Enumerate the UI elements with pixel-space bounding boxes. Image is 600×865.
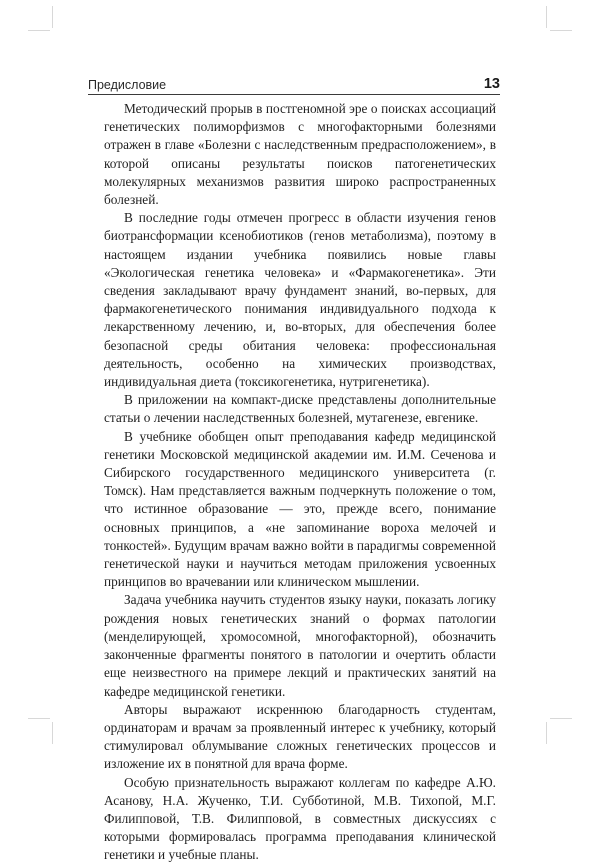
paragraph: Задача учебника научить студентов языку науки, показать логику рождения новых генетических знаний о формах патологии (менделирующей, хромосомной, многофакторной), обозначить законченные фрагменты понятого в патологии и очертить области еще неизвестного на примере лекций и практических занятий на кафедре медицинской генетики. bbox=[104, 592, 496, 699]
paragraph: Методический прорыв в постгеномной эре о поисках ассоциаций генетических полиморфизмов с многофакторными болезнями отражен в главе «Болезни с наследственным предрасположением», в которой описаны результаты поисков патогенетических молекулярных механизмов развития широко распространенных болезней. bbox=[104, 101, 496, 208]
paragraph: Авторы выражают искреннюю благодарность студентам, ординаторам и врачам за проявленный интерес к учебнику, который стимулировал облумывание сложных генетических процессов и изложение их в понятной для врача форме. bbox=[104, 701, 496, 772]
paragraph: В приложении на компакт-диске представлены дополнительные статьи о лечении наследственных болезней, мутагенезе, евгенике. bbox=[104, 392, 496, 426]
page-number: 13 bbox=[483, 76, 500, 92]
crop-mark bbox=[52, 6, 53, 28]
crop-mark bbox=[546, 6, 547, 28]
paragraph: В учебнике обобщен опыт преподавания кафедр медицинской генетики Московской медицинской академии им. И.М. Сеченова и Сибирского государственного медицинского университета (г. Томск). Нам представляется важным подчеркнуть положение о том, что истинное образование — это, прежде всего, понимание основных принципов, а «не запоминание вороха мелочей и тонкостей». Будущим врачам важно войти в парадигмы современной генетической науки и научиться методам приложения усвоенных принципов во врачевании или клиническом мышлении. bbox=[104, 428, 496, 590]
crop-mark bbox=[550, 718, 572, 719]
crop-mark bbox=[52, 722, 53, 744]
paragraph: В последние годы отмечен прогресс в области изучения генов биотрансформации ксенобиотиков (генов метаболизма), поэтому в настоящем издании учебника появились новые главы «Экологическая генетика человека» и «Фармакогенетика». Эти сведения закладывают врачу фундамент знаний, во-первых, для фармакогенетического понимания индивидуального подхода к лекарственному лечению, и, во-вторых, для обеспечения более безопасной среды обитания человека: профессиональная деятельность, особенно на химических производствах, индивидуальная диета (токсикогенетика, нутригенетика). bbox=[104, 210, 496, 390]
page-header bbox=[88, 72, 500, 92]
running-title: Предисловие bbox=[88, 78, 167, 92]
paragraph: Особую признательность выражают коллегам по кафедре А.Ю. Асанову, Н.А. Жученко, Т.И. Субботиной, М.В. Тихопой, М.Г. Филипповой, Т.В. Филипповой, в совместных дискуссиях с которыми формировалась программа преподавания клинической генетики и учебные планы. bbox=[104, 774, 496, 863]
crop-mark bbox=[546, 722, 547, 744]
crop-mark bbox=[28, 30, 50, 31]
crop-mark bbox=[28, 718, 50, 719]
header-rule bbox=[88, 94, 500, 95]
crop-mark bbox=[550, 30, 572, 31]
